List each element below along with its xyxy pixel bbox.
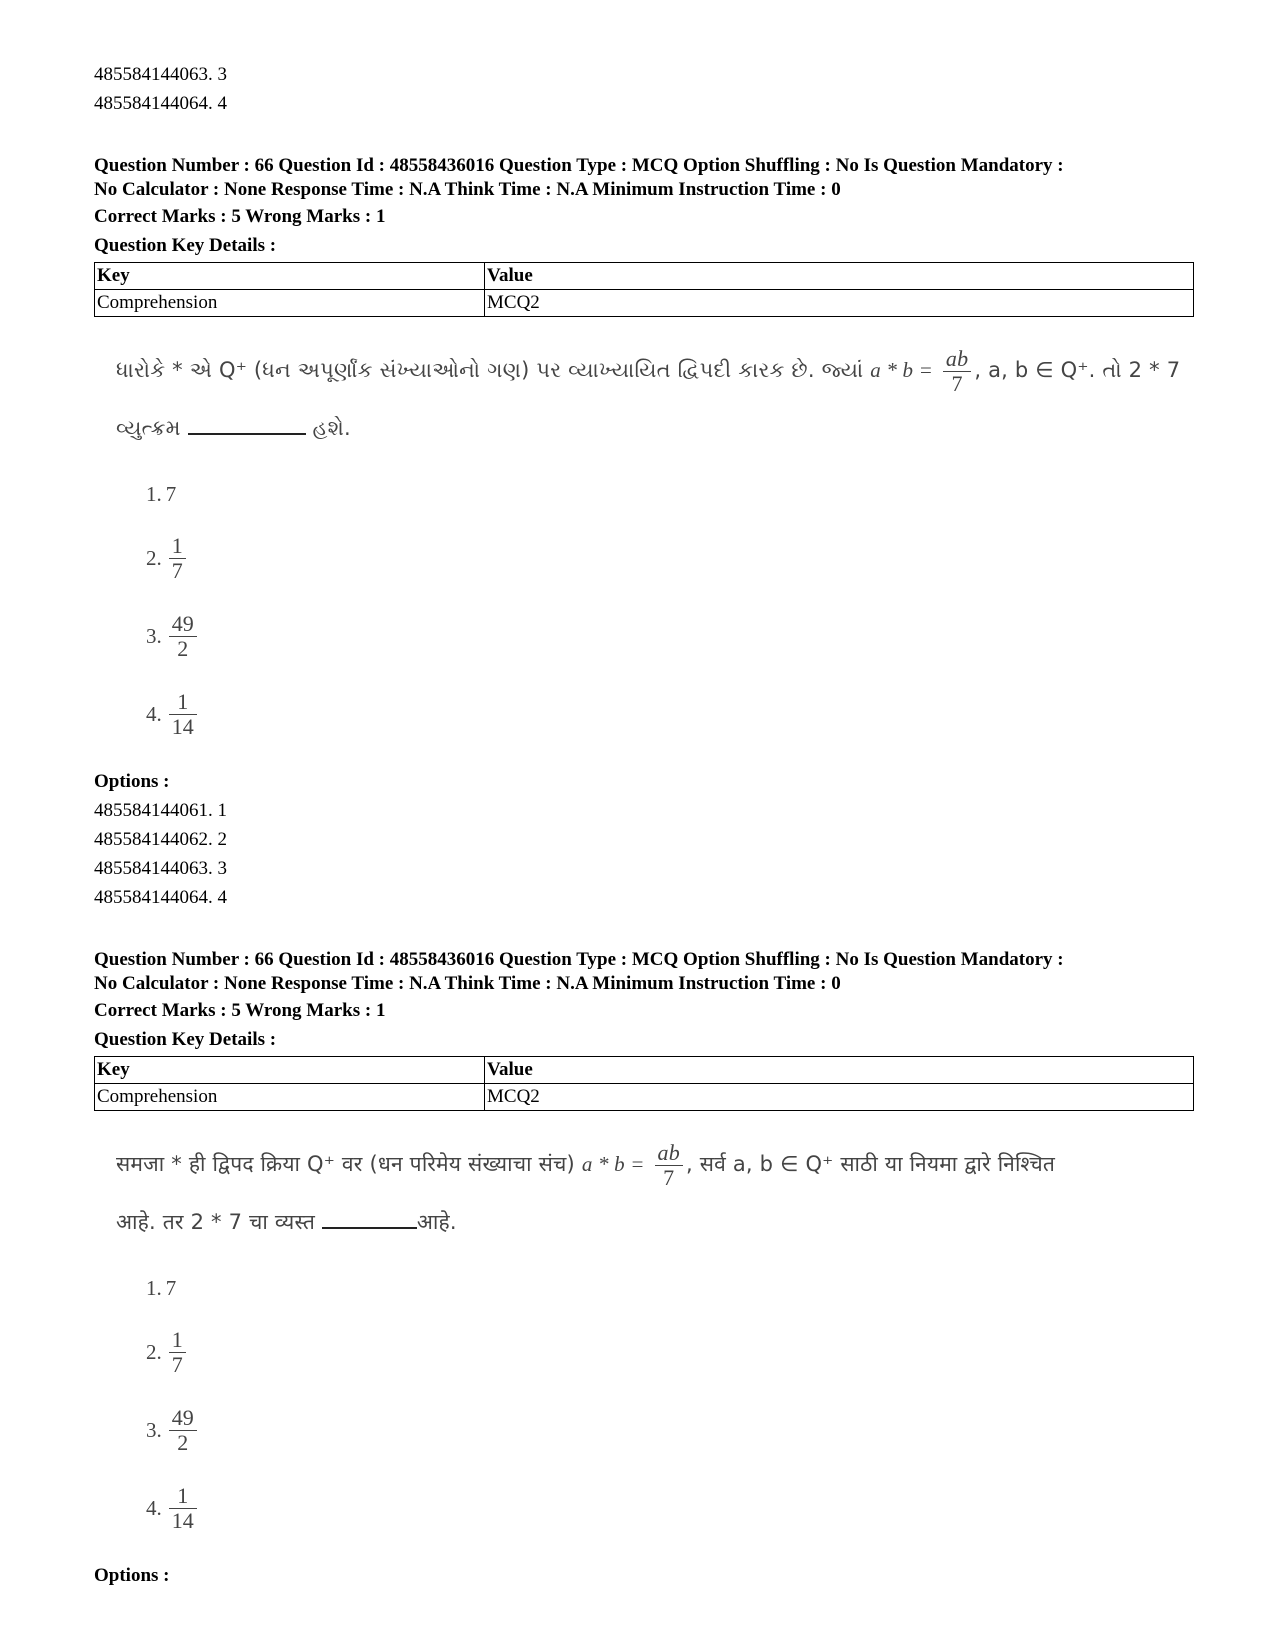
key-details-table: [94, 1056, 1194, 1111]
table-cell-key: Comprehension: [95, 1084, 485, 1111]
option-line: 485584144061. 1: [94, 800, 227, 821]
key-details-label: Question Key Details :: [94, 235, 277, 256]
table-header-key: Key: [95, 263, 485, 290]
key-details-label: Question Key Details :: [94, 1029, 277, 1050]
fraction: $\frac{ab}{7}$: [943, 347, 971, 396]
answer-blank: [322, 1209, 417, 1229]
choice-item: 1. 7: [146, 481, 177, 506]
question-meta-line: Question Number : 66 Question Id : 48558436016 Question Type : MCQ Option Shuffling : No Is Question Mandatory :: [94, 155, 1064, 176]
question-block: [94, 154, 1194, 912]
question-text: समजा * ही द्विपद क्रिया Q⁺ वर (धन परिमेय संख्याचा संच) a * b = $\frac{ab}{7}$ , सर्व a, b ∈ Q⁺ साठी या नियमा द्वारे निश्चित आहे. तर 2 * 7 चा व्यस्त आहे.: [116, 1139, 1056, 1234]
table-header-value: Value: [485, 263, 1194, 290]
table-cell-key: Comprehension: [95, 290, 485, 317]
choice-list: [146, 469, 1194, 753]
option-line: 485584144064. 4: [94, 887, 227, 908]
choice-item: 3. $\frac{49}{2}$: [146, 1391, 1194, 1469]
key-details-table: [94, 262, 1194, 317]
marks-line: Correct Marks : 5 Wrong Marks : 1: [94, 206, 386, 227]
option-line: 485584144063. 3: [94, 64, 227, 85]
table-header-key: Key: [95, 1057, 485, 1084]
choice-item: 4. $\frac{1}{14}$: [146, 1469, 1194, 1547]
choice-item: 2. $\frac{1}{7}$: [146, 1313, 1194, 1391]
question-meta-line: Question Number : 66 Question Id : 48558436016 Question Type : MCQ Option Shuffling : No Is Question Mandatory :: [94, 949, 1064, 970]
choice-item: 3. $\frac{49}{2}$: [146, 597, 1194, 675]
option-line: 485584144063. 3: [94, 858, 227, 879]
table-cell-value: MCQ2: [485, 1084, 1194, 1111]
question-image: [116, 341, 1194, 753]
question-meta-line: No Calculator : None Response Time : N.A Think Time : N.A Minimum Instruction Time : 0: [94, 179, 841, 200]
choice-item: 4. $\frac{1}{14}$: [146, 675, 1194, 753]
question-image: [116, 1135, 1194, 1547]
table-cell-value: MCQ2: [485, 290, 1194, 317]
choice-item: 2. $\frac{1}{7}$: [146, 519, 1194, 597]
option-line: 485584144064. 4: [94, 93, 227, 114]
option-line: 485584144062. 2: [94, 829, 227, 850]
table-header-value: Value: [485, 1057, 1194, 1084]
document-page: [94, 60, 1194, 1590]
choice-item: 1. 7: [146, 1275, 177, 1300]
question-text: ધારોકે * એ Q⁺ (ધન અપૂર્ણાંક સંખ્યાઓનો ગણ) પર વ્યાખ્યાયિત દ્વિપદી કારક છે. જ્યાં a * b = $\frac{ab}{7}$ , a, b ∈ Q⁺. તો 2 * 7 વ્યુત્ક્રમ હશે.: [116, 345, 1181, 440]
question-meta-line: No Calculator : None Response Time : N.A Think Time : N.A Minimum Instruction Time : 0: [94, 973, 841, 994]
question-block: [94, 948, 1194, 1590]
marks-line: Correct Marks : 5 Wrong Marks : 1: [94, 1000, 386, 1021]
options-label: Options :: [94, 1565, 170, 1586]
answer-blank: [188, 415, 306, 435]
options-label: Options :: [94, 771, 170, 792]
choice-list: [146, 1263, 1194, 1547]
fraction: $\frac{ab}{7}$: [655, 1141, 683, 1190]
